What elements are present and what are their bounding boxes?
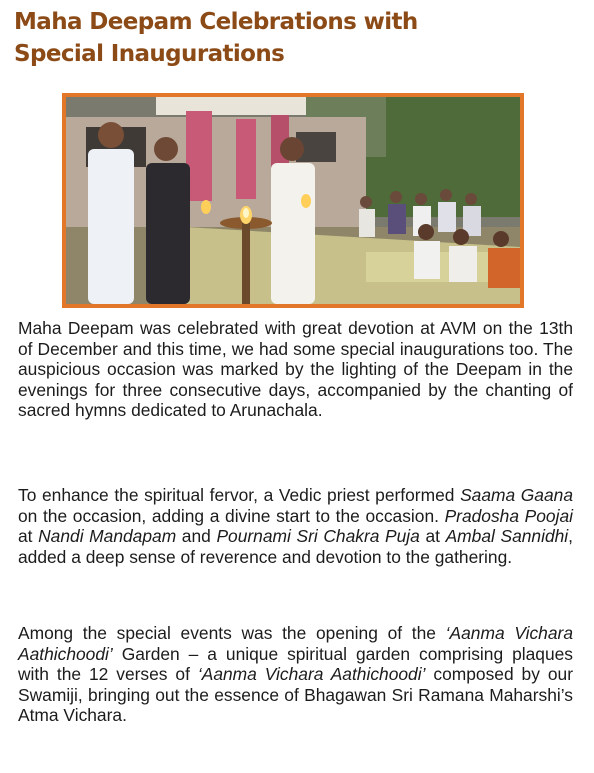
paragraph-3 xyxy=(18,623,573,726)
event-photo xyxy=(62,93,524,308)
event-photo-illustration xyxy=(66,97,520,304)
title-line-2: Special Inaugurations xyxy=(14,41,285,67)
p2-text-e: at xyxy=(18,526,39,547)
p2-text-i: at xyxy=(419,526,446,547)
p3-text-e: composed by our Swamiji, bringing out the essence of Bhagawan Sri Ramana Maharshi’s Atma Vichara. xyxy=(18,664,574,726)
p3-text-c: Garden – a unique spiritual garden comprising plaques with the 12 verses of xyxy=(18,643,573,685)
p2-saama-gaana: Saama Gaana xyxy=(460,485,573,505)
paragraph-2 xyxy=(18,485,573,567)
p3-text-a: Among the special events was the opening of the xyxy=(18,623,446,643)
article-title xyxy=(14,6,574,70)
p2-text-a: To enhance the spiritual fervor, a Vedic priest performed xyxy=(18,485,461,505)
paragraph-1: Maha Deepam was celebrated with great devotion at AVM on the 13th of December and this time, we had some special inaugurations too. The auspicious occasion was marked by the lighting of the Deepam in the evenings for three consecutive days, accompanied by the chanting of sacred hymns dedicated to Arunachala. xyxy=(18,318,573,421)
p3-garden-name-1: ‘Aanma Vichara Aathichoodi’ xyxy=(18,623,573,664)
p3-garden-name-2: ‘Aanma Vichara Aathichoodi’ xyxy=(197,664,426,685)
p2-pournami-sri-chakra-puja: Pournami Sri Chakra Puja xyxy=(216,526,420,547)
p2-ambal-sannidhi: Ambal Sannidhi xyxy=(445,526,569,547)
p2-text-g: and xyxy=(176,526,217,547)
p2-text-k: , added a deep sense of reverence and devotion to the gathering. xyxy=(18,526,573,567)
p2-nandi-mandapam: Nandi Mandapam xyxy=(38,526,177,547)
p2-text-c: on the occasion, adding a divine start to the occasion. xyxy=(18,505,445,526)
p2-pradosha-poojai: Pradosha Poojai xyxy=(444,505,573,526)
title-line-1: Maha Deepam Celebrations with xyxy=(14,9,418,35)
